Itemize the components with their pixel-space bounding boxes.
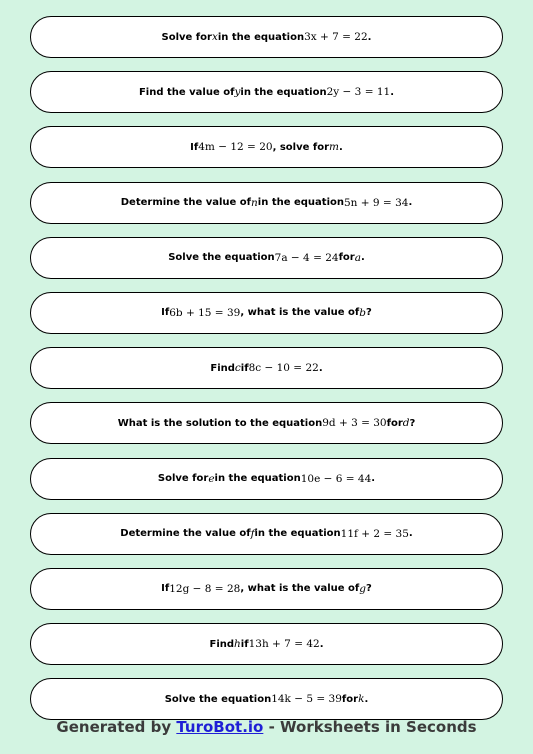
- problem-text: ?: [409, 417, 416, 429]
- variable: [359, 307, 366, 319]
- problem-text: Find the value of: [138, 86, 235, 98]
- math-text: a: [354, 251, 361, 264]
- variable: [329, 141, 339, 153]
- problem-text: .: [408, 528, 413, 540]
- variable: [251, 197, 258, 209]
- problem-text: If: [161, 583, 170, 595]
- problem-text: .: [319, 638, 324, 650]
- math-text: 11f + 2 = 35: [340, 527, 409, 540]
- problem-card: [30, 237, 503, 279]
- math-text: 7a − 4 = 24: [274, 251, 339, 264]
- variable: [234, 638, 241, 650]
- problem-card: [30, 292, 503, 334]
- problem-text: , solve for: [272, 141, 330, 153]
- math-text: f: [250, 527, 255, 540]
- math-text: e: [208, 472, 215, 485]
- problem-text: Find: [209, 638, 235, 650]
- footer-suffix: - Worksheets in Seconds: [263, 718, 477, 736]
- problem-text: for: [338, 252, 355, 264]
- equation: [198, 141, 272, 153]
- problem-text: .: [361, 252, 365, 264]
- problem-card: [30, 513, 503, 555]
- equation: [301, 473, 372, 485]
- equation: [304, 31, 368, 43]
- footer-prefix: Generated by: [56, 718, 177, 736]
- math-text: x: [211, 31, 218, 43]
- footer: [0, 718, 533, 736]
- problem-card: [30, 182, 503, 224]
- equation: [271, 693, 342, 705]
- problem-text: for: [386, 417, 403, 429]
- math-text: 13h + 7 = 42: [248, 638, 320, 651]
- equation: [249, 362, 319, 374]
- math-text: b: [359, 306, 367, 319]
- math-text: 2y − 3 = 11: [326, 86, 391, 99]
- math-text: 10e − 6 = 44: [300, 472, 372, 485]
- problem-text: in the equation: [214, 473, 301, 484]
- problem-card: [30, 347, 503, 389]
- math-text: 9d + 3 = 30: [322, 417, 387, 430]
- variable: [403, 417, 410, 429]
- problem-card: [30, 568, 503, 610]
- problem-card: [30, 16, 503, 58]
- problem-card: [30, 678, 503, 720]
- problem-text: ?: [366, 583, 372, 595]
- math-text: 5n + 9 = 34: [344, 196, 409, 209]
- problem-text: .: [390, 86, 395, 98]
- problem-text: ?: [366, 307, 372, 319]
- math-text: y: [234, 86, 241, 99]
- problem-text: If: [190, 141, 199, 153]
- equation: [322, 417, 386, 429]
- equation: [341, 528, 409, 540]
- math-text: n: [251, 196, 258, 209]
- problem-text: If: [161, 307, 170, 319]
- problem-text: in the equation: [217, 31, 305, 43]
- problem-text: if: [240, 638, 249, 650]
- math-text: h: [234, 638, 241, 651]
- problem-text: .: [339, 141, 343, 153]
- problem-text: if: [240, 362, 249, 374]
- problem-text: Solve for: [157, 473, 209, 484]
- problem-text: , what is the value of: [240, 307, 360, 319]
- math-text: 4m − 12 = 20: [198, 141, 273, 154]
- equation: [344, 197, 408, 209]
- problem-text: .: [371, 473, 376, 484]
- problem-card: [30, 623, 503, 665]
- problem-text: in the equation: [240, 86, 327, 98]
- problem-text: Solve for: [161, 31, 212, 43]
- problem-text: in the equation: [257, 197, 344, 209]
- problem-text: Solve the equation: [164, 693, 272, 705]
- math-text: 14k − 5 = 39: [271, 693, 342, 706]
- problem-card: [30, 126, 503, 168]
- problem-text: .: [367, 31, 372, 43]
- equation: [169, 583, 240, 595]
- problem-text: .: [318, 362, 323, 374]
- problem-text: in the equation: [254, 528, 341, 540]
- problem-text: Determine the value of: [120, 197, 252, 209]
- problem-card: [30, 402, 503, 444]
- problem-text: Solve the equation: [168, 252, 275, 264]
- turobot-link[interactable]: TuroBot.io: [176, 718, 264, 736]
- math-text: 6b + 15 = 39: [169, 306, 241, 319]
- math-text: 12g − 8 = 28: [169, 582, 241, 595]
- variable: [359, 583, 366, 595]
- equation: [327, 86, 391, 98]
- math-text: 8c − 10 = 22: [248, 362, 319, 375]
- equation: [169, 307, 240, 319]
- problem-text: for: [341, 693, 359, 705]
- math-text: c: [234, 362, 241, 375]
- problem-text: Find: [210, 362, 235, 374]
- problem-text: .: [408, 197, 413, 209]
- problem-text: What is the solution to the equation: [117, 417, 323, 429]
- math-text: k: [358, 693, 365, 706]
- problem-text: Determine the value of: [120, 528, 251, 540]
- math-text: m: [329, 141, 339, 154]
- problem-card: [30, 71, 503, 113]
- equation: [275, 252, 339, 264]
- problem-text: , what is the value of: [240, 583, 360, 595]
- math-text: g: [359, 582, 367, 595]
- math-text: d: [402, 417, 410, 430]
- problem-text: .: [364, 693, 369, 705]
- problem-card: [30, 458, 503, 500]
- math-text: 3x + 7 = 22: [304, 31, 368, 43]
- problem-list: [30, 16, 503, 733]
- equation: [249, 638, 320, 650]
